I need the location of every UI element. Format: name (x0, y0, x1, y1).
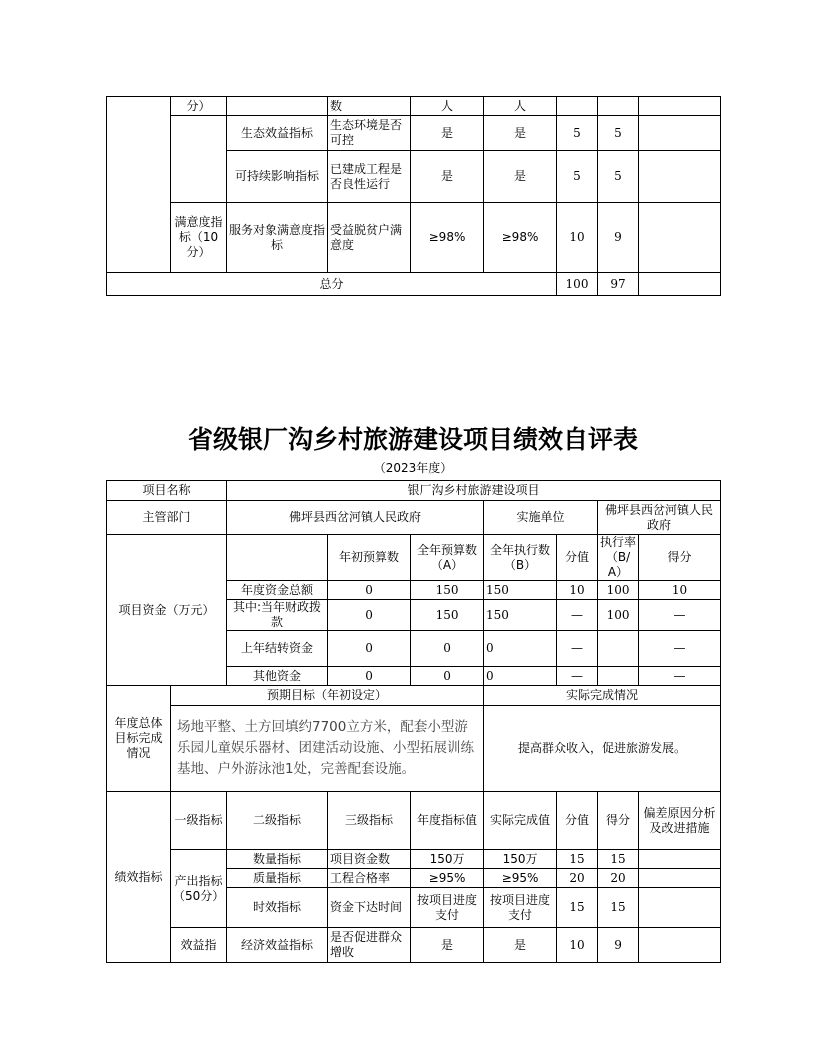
level1-cell: 效益指 (171, 928, 227, 963)
funds-header-row (107, 535, 721, 581)
impl-label: 实施单位 (484, 501, 598, 535)
actual-cell: ≥95% (484, 869, 557, 888)
remark-cell (639, 888, 721, 928)
got-cell: 15 (598, 888, 639, 928)
remark-cell (639, 273, 721, 296)
target-cell: 人 (411, 97, 484, 116)
perf-header: 三级指标 (328, 792, 411, 850)
level2-cell: 质量指标 (227, 869, 328, 888)
level3-cell: 数 (328, 97, 411, 116)
perf-header: 得分 (598, 792, 639, 850)
funds-header: 执行率（B/A） (598, 535, 639, 581)
perf-header: 二级指标 (227, 792, 328, 850)
funds-header: 全年预算数（A） (411, 535, 484, 581)
perf-header: 年度指标值 (411, 792, 484, 850)
dept-row (107, 501, 721, 535)
perf-header: 分值 (557, 792, 598, 850)
funds-cell: — (557, 667, 598, 686)
funds-cell: — (639, 631, 721, 667)
total-score: 100 (557, 273, 598, 296)
level1-cell: 分） (171, 97, 227, 116)
perf-label: 绩效指标 (107, 792, 171, 963)
target-cell: 150万 (411, 850, 484, 869)
funds-cell: 150 (484, 600, 557, 631)
level1-cell (171, 116, 227, 203)
level2-cell (227, 97, 328, 116)
perf-row (107, 850, 721, 869)
level3-cell: 生态环境是否可控 (328, 116, 411, 151)
funds-cell: 0 (411, 667, 484, 686)
got-cell: 9 (598, 203, 639, 273)
funds-cell (598, 667, 639, 686)
project-name-label: 项目名称 (107, 481, 227, 501)
funds-cell: 0 (328, 581, 411, 600)
got-cell: 9 (598, 928, 639, 963)
score-cell: 10 (557, 203, 598, 273)
level2-cell: 生态效益指标 (227, 116, 328, 151)
score-cell: 15 (557, 850, 598, 869)
funds-cell: — (557, 600, 598, 631)
target-cell: 是 (411, 116, 484, 151)
funds-row-name: 上年结转资金 (227, 631, 328, 667)
score-cell: 20 (557, 869, 598, 888)
actual-cell: ≥98% (484, 203, 557, 273)
level2-cell: 可持续影响指标 (227, 151, 328, 203)
dept-label: 主管部门 (107, 501, 227, 535)
score-cell: 5 (557, 116, 598, 151)
funds-header-blank (227, 535, 328, 581)
remark-cell (639, 203, 721, 273)
funds-cell: 150 (411, 600, 484, 631)
level3-cell: 工程合格率 (328, 869, 411, 888)
funds-header: 得分 (639, 535, 721, 581)
goals-row (107, 706, 721, 792)
table-row (107, 97, 721, 116)
funds-cell: 0 (484, 667, 557, 686)
funds-cell: 10 (557, 581, 598, 600)
funds-cell: 0 (484, 631, 557, 667)
goals-label: 年度总体目标完成情况 (107, 686, 171, 792)
funds-cell: 150 (411, 581, 484, 600)
funds-label: 项目资金（万元） (107, 535, 227, 686)
perf-row (107, 928, 721, 963)
remark-cell (639, 116, 721, 151)
actual-header: 实际完成情况 (484, 686, 721, 706)
got-cell (598, 97, 639, 116)
got-cell: 20 (598, 869, 639, 888)
funds-cell: — (557, 631, 598, 667)
funds-cell: 100 (598, 600, 639, 631)
funds-cell: 150 (484, 581, 557, 600)
total-row (107, 273, 721, 296)
funds-cell: — (639, 600, 721, 631)
remark-cell (639, 151, 721, 203)
funds-cell: 100 (598, 581, 639, 600)
funds-header: 全年执行数（B） (484, 535, 557, 581)
actual-cell: 是 (484, 151, 557, 203)
funds-cell: 0 (411, 631, 484, 667)
remark-cell (639, 869, 721, 888)
year-label: （2023年度） (373, 461, 453, 475)
table-row (107, 116, 721, 151)
level2-cell: 经济效益指标 (227, 928, 328, 963)
actual-cell: 是 (484, 928, 557, 963)
perf-header: 偏差原因分析及改进措施 (639, 792, 721, 850)
level3-cell: 项目资金数 (328, 850, 411, 869)
dept-value: 佛坪县西岔河镇人民政府 (227, 501, 484, 535)
project-name-value: 银厂沟乡村旅游建设项目 (227, 481, 721, 501)
target-cell: 是 (411, 928, 484, 963)
funds-row-name: 其中:当年财政拨款 (227, 600, 328, 631)
got-cell: 5 (598, 116, 639, 151)
level2-cell: 服务对象满意度指标 (227, 203, 328, 273)
perf-header: 一级指标 (171, 792, 227, 850)
actual-cell: 是 (484, 116, 557, 151)
funds-header: 年初预算数 (328, 535, 411, 581)
level2-cell: 数量指标 (227, 850, 328, 869)
score-cell: 10 (557, 928, 598, 963)
level3-cell: 是否促进群众增收 (328, 928, 411, 963)
funds-row-name: 其他资金 (227, 667, 328, 686)
output-label: 产出指标（50分） (171, 850, 227, 928)
total-label: 总分 (107, 273, 557, 296)
actual-cell: 150万 (484, 850, 557, 869)
score-cell: 15 (557, 888, 598, 928)
self-evaluation-table (106, 480, 721, 963)
impl-value: 佛坪县西岔河镇人民政府 (598, 501, 721, 535)
target-cell: ≥98% (411, 203, 484, 273)
expected-goal: 场地平整、土方回填约7700立方米，配套小型游乐园儿童娱乐器材、团建活动设施、小型拓展训练基地、户外游泳池1处，完善配套设施。 (171, 706, 484, 792)
perf-header-row (107, 792, 721, 850)
level3-cell: 资金下达时间 (328, 888, 411, 928)
remark-cell (639, 928, 721, 963)
continued-score-table (106, 96, 721, 296)
level3-cell: 受益脱贫户满意度 (328, 203, 411, 273)
level2-cell: 时效指标 (227, 888, 328, 928)
funds-cell (598, 631, 639, 667)
funds-header: 分值 (557, 535, 598, 581)
funds-cell: 0 (328, 667, 411, 686)
actual-cell: 人 (484, 97, 557, 116)
actual-cell: 按项目进度支付 (484, 888, 557, 928)
level3-cell: 已建成工程是否良性运行 (328, 151, 411, 203)
funds-cell: — (639, 667, 721, 686)
project-name-row (107, 481, 721, 501)
perf-header: 实际完成值 (484, 792, 557, 850)
page-title: 省级银厂沟乡村旅游建设项目绩效自评表 (187, 425, 638, 454)
level1-cell: 满意度指标（10分） (171, 203, 227, 273)
got-cell: 5 (598, 151, 639, 203)
total-got: 97 (598, 273, 639, 296)
expected-header: 预期目标（年初设定） (171, 686, 484, 706)
funds-cell: 0 (328, 631, 411, 667)
remark-cell (639, 850, 721, 869)
got-cell: 15 (598, 850, 639, 869)
score-cell: 5 (557, 151, 598, 203)
goals-header-row (107, 686, 721, 706)
target-cell: ≥95% (411, 869, 484, 888)
blank-cell (107, 97, 171, 273)
funds-cell: 0 (328, 600, 411, 631)
target-cell: 是 (411, 151, 484, 203)
remark-cell (639, 97, 721, 116)
score-cell (557, 97, 598, 116)
funds-cell: 10 (639, 581, 721, 600)
actual-result: 提高群众收入，促进旅游发展。 (484, 706, 721, 792)
funds-row-name: 年度资金总额 (227, 581, 328, 600)
table-row (107, 203, 721, 273)
target-cell: 按项目进度支付 (411, 888, 484, 928)
